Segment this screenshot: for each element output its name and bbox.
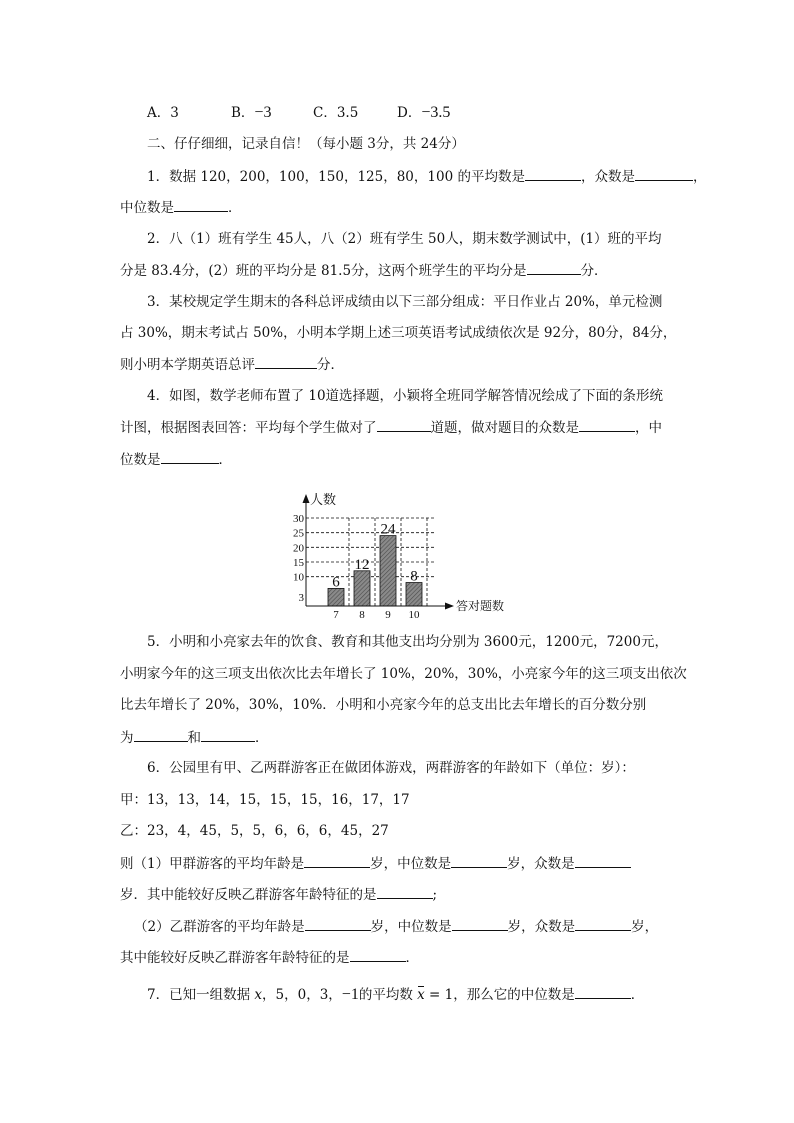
option-b-value: −3 <box>254 104 272 121</box>
q6-jia-ages: 甲：13，13，14，15，15，15，16，17，17 <box>120 792 410 808</box>
q4-blank-average[interactable] <box>377 417 431 432</box>
q1-text-b: ，众数是 <box>580 169 635 185</box>
q1-text-a: 1．数据 120，200，100，150，125，80，100 的平均数是 <box>147 169 525 185</box>
x-tick-10: 10 <box>408 609 420 618</box>
option-d <box>397 103 450 123</box>
q4-text-e: ． <box>218 452 232 468</box>
q6-text-b: 岁，中位数是 <box>370 856 452 872</box>
x-tick-labels <box>333 609 420 618</box>
option-d-value: −3.5 <box>421 104 451 121</box>
q7-x-bar: x <box>417 987 425 1003</box>
q2-text-b: 分． <box>580 263 608 279</box>
q6-part2-line2 <box>120 947 419 968</box>
q4-line1: 4．如图，数学老师布置了 10道选择题，小颖将全班同学解答情况绘成了下面的条形统 <box>147 388 664 404</box>
bar-8 <box>354 571 370 606</box>
q5-line4 <box>120 727 269 748</box>
q6-blank-yi-mode[interactable] <box>575 916 631 931</box>
q6-blank-jia-feature[interactable] <box>377 884 433 899</box>
y-tick-labels <box>293 513 305 604</box>
y-tick-30: 30 <box>293 513 304 525</box>
q7-text-c: 的平均数 <box>358 987 413 1003</box>
q6-blank-jia-mean[interactable] <box>304 853 370 868</box>
q2-line1: 2．八（1）班有学生 45人，八（2）班有学生 50人，期末数学测试中，(1）班的平均 <box>147 231 662 247</box>
bar-7 <box>328 588 344 606</box>
data-label-10: 8 <box>410 568 418 585</box>
q5-text-b: 和 <box>187 730 201 746</box>
q6-part1-line1 <box>120 853 631 874</box>
q2-text-a: 分是 83.4分，(2）班的平均分是 81.5分，这两个班学生的平均分是 <box>120 263 527 279</box>
q7-text-d: ，那么它的中位数是 <box>453 987 575 1003</box>
q1-text-e: ． <box>228 200 242 216</box>
q7-text-b: ，5，0，3， <box>262 987 342 1003</box>
q1-blank-mean[interactable] <box>525 166 581 181</box>
q7-line <box>147 984 644 1005</box>
bar-10 <box>406 583 422 606</box>
q6-text-h: 岁，众数是 <box>507 919 576 935</box>
bar-chart <box>284 488 514 618</box>
y-axis-arrow <box>303 494 310 503</box>
q1-line1 <box>147 166 706 187</box>
data-label-7: 6 <box>332 574 340 591</box>
q3-text-a: 则小明本学期英语总评 <box>120 357 255 373</box>
bar-9 <box>380 536 396 606</box>
q6-text-j: 其中能较好反映乙群游客年龄特征的是 <box>120 950 350 966</box>
q5-line1: 5．小明和小亮家去年的饮食、教育和其他支出均分别为 3600元，1200元，7200元， <box>147 634 668 650</box>
q5-text-a: 为 <box>120 730 134 746</box>
q4-line2 <box>120 417 662 438</box>
option-b-label: B． <box>231 105 255 121</box>
q6-blank-yi-mean[interactable] <box>305 916 371 931</box>
q1-blank-mode[interactable] <box>635 166 693 181</box>
x-tick-7: 7 <box>333 609 339 618</box>
section-2-heading: 二、仔仔细细，记录自信！（每小题 3分，共 24分） <box>147 136 465 152</box>
x-tick-9: 9 <box>385 609 391 618</box>
y-tick-20: 20 <box>293 542 304 555</box>
q7-blank-median[interactable] <box>575 984 631 999</box>
q6-text-d: 岁．其中能较好反映乙群游客年龄特征的是 <box>120 887 377 903</box>
q6-yi-ages: 乙：23，4，45，5，5，6，6，6，45，27 <box>120 823 389 839</box>
q7-equals-one: = 1 <box>429 987 454 1003</box>
option-b <box>231 103 313 123</box>
x-axis-title: 答对题数 <box>456 599 505 613</box>
options-row <box>147 103 450 123</box>
q6-text-i: 岁， <box>631 919 659 935</box>
q6-part2-line1 <box>134 916 658 937</box>
y-tick-15: 15 <box>293 557 304 569</box>
q4-text-b: 道题，做对题目的众数是 <box>430 420 579 436</box>
q6-blank-yi-median[interactable] <box>452 916 508 931</box>
q5-line3: 比去年增长了 20%，30%，10%．小明和小亮家今年的总支出比去年增长的百分数分别 <box>120 697 647 713</box>
q6-blank-jia-mode[interactable] <box>575 853 631 868</box>
y-tick-10: 10 <box>293 571 304 584</box>
q5-line2: 小明家今年的这三项支出依次比去年增长了 10%，20%，30%，小亮家今年的这三项支出依次 <box>120 666 687 682</box>
data-label-9: 24 <box>380 521 396 538</box>
q3-line1: 3．某校规定学生期末的各科总评成绩由以下三部分组成：平日作业占 20%，单元检测 <box>147 294 663 310</box>
q5-blank-xiaoliang[interactable] <box>201 727 255 742</box>
data-label-8: 12 <box>354 556 370 573</box>
option-c: C．3.5 <box>313 105 359 121</box>
q1-line2 <box>120 197 242 218</box>
q6-text-e: ; <box>432 887 438 903</box>
q4-blank-mode[interactable] <box>579 417 635 432</box>
option-d-label: D． <box>397 105 422 121</box>
q2-line2 <box>120 260 608 281</box>
q4-line3 <box>120 449 232 470</box>
option-a: A．3 <box>147 105 179 121</box>
q1-text-c: ， <box>692 169 707 185</box>
q4-text-a: 计图，根据图表回答：平均每个学生做对了 <box>120 420 377 436</box>
q6-text-g: 岁，中位数是 <box>370 919 452 935</box>
q7-var-x: x <box>254 987 263 1003</box>
y-axis-title: 人数 <box>310 492 337 507</box>
x-tick-8: 8 <box>359 609 365 618</box>
q7-text-a: 7．已知一组数据 <box>147 987 251 1003</box>
q3-blank-total[interactable] <box>255 354 317 369</box>
q4-text-c: ，中 <box>635 420 662 436</box>
q6-text-a: 则（1）甲群游客的平均年龄是 <box>120 856 305 872</box>
q5-blank-xiaoming[interactable] <box>134 727 188 742</box>
q4-text-d: 位数是 <box>120 452 161 468</box>
q6-part1-line2 <box>120 884 437 905</box>
q6-blank-yi-feature[interactable] <box>350 947 406 962</box>
q7-neg-one: −1 <box>341 986 359 1003</box>
q3-line3 <box>120 354 344 375</box>
q4-blank-median[interactable] <box>161 449 219 464</box>
q7-text-e: ． <box>630 987 645 1003</box>
q6-text-c: 岁，众数是 <box>507 856 575 872</box>
q6-text-f: （2）乙群游客的平均年龄是 <box>134 919 305 935</box>
q3-line2: 占 30%，期末考试占 50%，小明本学期上述三项英语考试成绩依次是 92分，80分，84分， <box>120 325 677 341</box>
q6-blank-jia-median[interactable] <box>451 853 507 868</box>
q2-blank-average[interactable] <box>527 260 581 275</box>
q6-line1: 6．公园里有甲、乙两群游客正在做团体游戏，两群游客的年龄如下（单位：岁）： <box>147 760 635 776</box>
q5-text-c: ． <box>255 730 269 746</box>
q3-text-b: 分． <box>317 357 344 373</box>
q1-blank-median[interactable] <box>174 197 228 212</box>
y-tick-25: 25 <box>293 527 304 540</box>
q1-text-d: 中位数是 <box>120 200 174 216</box>
q6-text-k: ． <box>405 950 419 966</box>
y-tick-3: 3 <box>298 592 304 605</box>
x-axis-arrow <box>445 603 454 610</box>
